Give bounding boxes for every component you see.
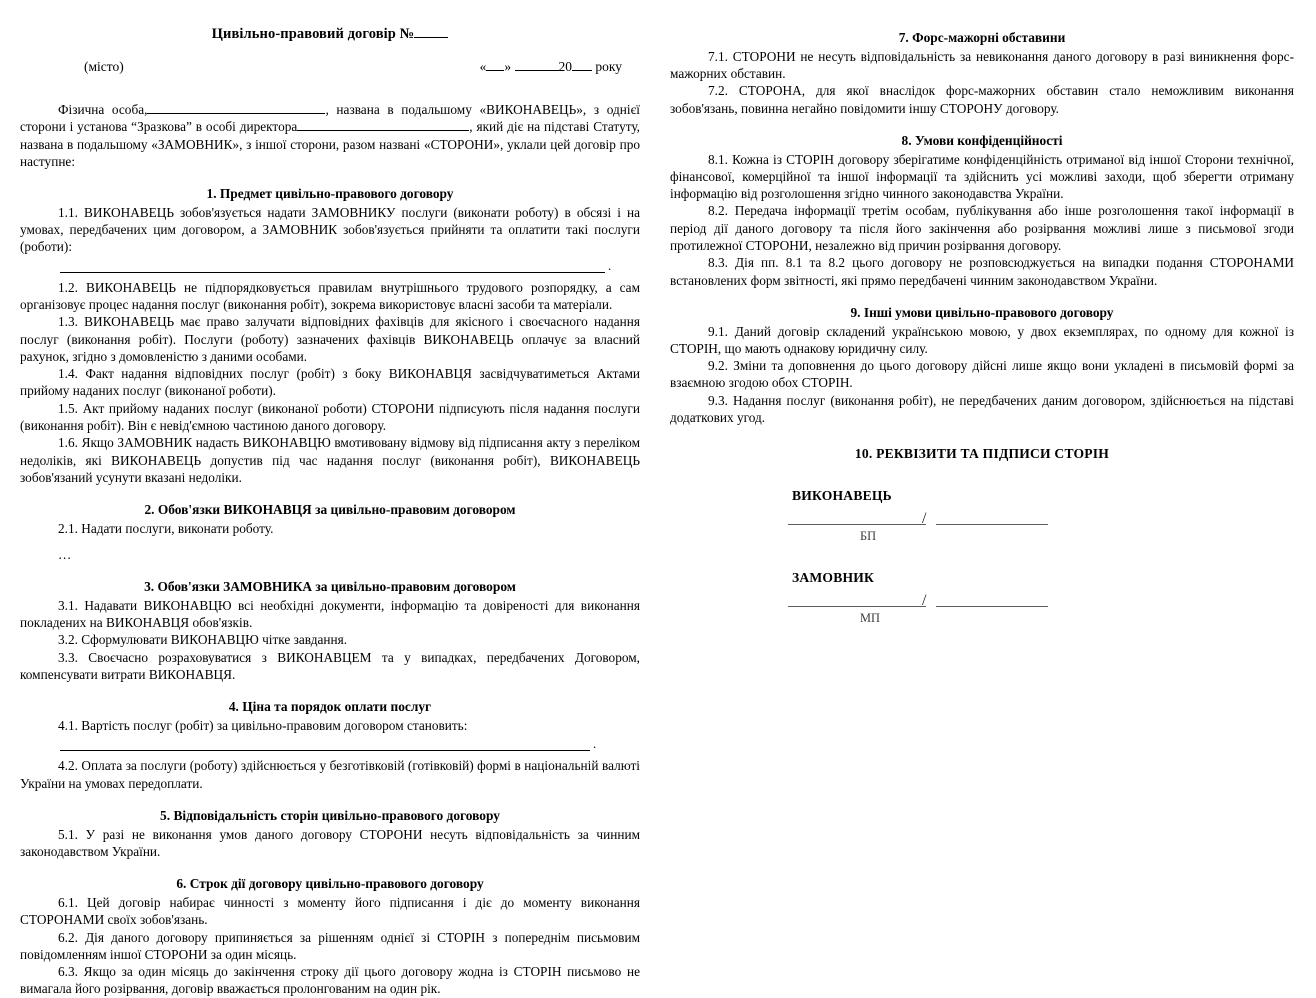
party-label-executor: ВИКОНАВЕЦЬ — [792, 488, 892, 504]
signature-party-customer — [788, 570, 1294, 626]
page-title — [20, 26, 640, 43]
party-label-customer: ЗАМОВНИК — [792, 570, 875, 586]
signature-line-name-executor[interactable] — [788, 524, 926, 525]
price-rule — [60, 750, 590, 751]
signature-party-executor — [788, 488, 1294, 544]
clause-1-6: 1.6. Якщо ЗАМОВНИК надасть ВИКОНАВЦЮ вмотивовану відмову від підписання акту з переліком недоліків, які ВИКОНАВЕЦЬ допустив під час надання послуг (виконання робіт), ВИКОНАВЕЦЬ зобов'язаний усунути вказані недоліки. — [20, 435, 640, 485]
section-heading-5: 5. Відповідальність сторін цивільно-правового договору — [160, 807, 500, 823]
section-heading-9: 9. Інші умови цивільно-правового договору — [850, 304, 1114, 320]
right-column — [658, 0, 1316, 626]
clause-4-2: 4.2. Оплата за послуги (роботу) здійснюється у безготівковій (готівковій) формі в національній валюті України на умовах передоплати. — [20, 758, 640, 791]
stamp-label-executor: БП — [860, 529, 877, 544]
section-heading-1: 1. Предмет цивільно-правового договору — [206, 186, 454, 202]
signature-line-sign-customer[interactable] — [936, 606, 1048, 607]
date-day-blank[interactable] — [486, 70, 504, 71]
clause-1-3: 1.3. ВИКОНАВЕЦЬ має право залучати відповідних фахівців для якісного і своєчасного надання послуг (виконання робіт). Послуги (роботу) зазначених фахівців ВИКОНАВЕЦЬ оплачує за власний рахунок, згідно з домовленістю з даними особами. — [20, 314, 640, 364]
signature-separator-executor: / — [922, 510, 927, 528]
clause-4-1: 4.1. Вартість послуг (робіт) за цивільно-правовим договором становить: — [58, 718, 468, 734]
date-year-prefix: 20 — [558, 59, 572, 74]
section-heading-6: 6. Строк дії договору цивільно-правового договору — [176, 876, 484, 892]
section-heading-2: 2. Обов'язки ВИКОНАВЦЯ за цивільно-правовим договором — [144, 502, 516, 518]
clause-9-1: 9.1. Даний договір складений українською мовою, у двох екземплярах, по одному для кожної із СТОРІН, що мають однакову юридичну силу. — [670, 323, 1294, 356]
intro-part-2: , названа в подальшому «ВИКОНАВЕЦЬ», з однієї сторони і установа “Зразкова” в особі директора — [20, 102, 640, 135]
contract-number-blank[interactable] — [414, 37, 448, 38]
clause-1-2: 1.2. ВИКОНАВЕЦЬ не підпорядковується правилам внутрішнього трудового розпорядку, а сам організовує процес надання послуг (виконання робіт), зокрема використовує власні засоби та матеріали. — [20, 279, 640, 312]
clause-9-3: 9.3. Надання послуг (виконання робіт), не передбачених даним договором, здійснюється на підставі додаткових угод. — [670, 392, 1294, 426]
intro-part-1: Фізична особа, — [58, 102, 148, 117]
price-period: . — [593, 736, 597, 752]
signature-line-sign-executor[interactable] — [936, 524, 1048, 525]
city-label: (місто) — [84, 59, 124, 74]
section-heading-7: 7. Форс-мажорні обставини — [898, 30, 1066, 45]
signature-block — [670, 488, 1294, 626]
services-fill-line[interactable] — [20, 259, 640, 278]
services-rule — [60, 272, 605, 273]
clause-9-2: 9.2. Зміни та доповнення до цього договору дійсні лише якщо вони укладені в письмовій формі за взаємною згодою обох СТОРІН. — [670, 358, 1294, 391]
date-suffix: року — [592, 59, 622, 74]
signature-line-name-customer[interactable] — [788, 606, 926, 607]
clause-3-2: 3.2. Сформулювати ВИКОНАВЦЮ чітке завдання. — [58, 632, 348, 648]
signature-lines-customer[interactable] — [788, 589, 1098, 609]
clause-7-1: 7.1. СТОРОНИ не несуть відповідальність за невиконання даного договору в разі виникнення форс-мажорних обставин. — [670, 48, 1294, 82]
section-heading-8: 8. Умови конфіденційності — [901, 132, 1063, 148]
clause-6-3: 6.3. Якщо за один місяць до закінчення строку дії цього договору жодна із СТОРІН письмово не вимагала його розірвання, договір вважається пролонгованим на один рік. — [20, 964, 640, 997]
clause-3-1: 3.1. Надавати ВИКОНАВЦЮ всі необхідні документи, інформацію та довіреності для виконання покладених на ВИКОНАВЦЯ обов'язків. — [20, 597, 640, 631]
stamp-label-customer: МП — [860, 611, 880, 626]
clause-6-2: 6.2. Дія даного договору припиняється за рішенням однієї зі СТОРІН з попереднім письмовим повідомленням іншої СТОРОНИ за один місяць. — [20, 929, 640, 962]
clause-1-5: 1.5. Акт прийому наданих послуг (виконаної роботи) СТОРОНИ підписують після надання послуги (виконання робіт). Він є невід'ємною частиною даного договору. — [20, 400, 640, 433]
clause-1-1: 1.1. ВИКОНАВЕЦЬ зобов'язується надати ЗАМОВНИКУ послуги (виконати роботу) в обсязі і на умовах, передбачених цим договором, а ЗАМОВНИК зобов'язується прийняти та оплатити такі послуги (роботи): — [20, 204, 640, 255]
services-period: . — [608, 257, 612, 273]
executor-name-blank[interactable] — [147, 113, 325, 114]
page-title-text: Цивільно-правовий договір № — [211, 26, 415, 42]
date-year-blank[interactable] — [572, 70, 592, 71]
date-quote-close: » — [504, 59, 515, 74]
clause-1-4: 1.4. Факт надання відповідних послуг (робіт) з боку ВИКОНАВЦЯ засвідчуватиметься Актами прийому наданих послуг (виконаної роботи). — [20, 366, 640, 399]
clause-5-1: 5.1. У разі не виконання умов даного договору СТОРОНИ несуть відповідальність за чинним законодавством України. — [20, 826, 640, 859]
intro-part-3: , який діє на підставі Статуту, названа в подальшому «ЗАМОВНИК», з іншої сторони, разом названі «СТОРОНИ», уклали цей договір про наступне: — [20, 119, 640, 169]
date-quote-open: « — [479, 59, 487, 74]
date-line — [480, 59, 622, 75]
signature-separator-customer: / — [922, 592, 927, 610]
section-heading-3: 3. Обов'язки ЗАМОВНИКА за цивільно-правовим договором — [144, 579, 516, 595]
date-month-blank[interactable] — [515, 70, 559, 71]
clause-8-2: 8.2. Передача інформації третім особам, публікування або інше розголошення такої інформації в період дії даного договору та після його закінчення або розірвання можливі лише з письмової згоди протилежної СТОРОНИ, незалежно від причин розірвання договору. — [670, 203, 1294, 254]
clause-2-ellipsis: … — [58, 547, 73, 563]
signature-lines-executor[interactable] — [788, 507, 1098, 527]
director-name-blank[interactable] — [297, 130, 469, 131]
clause-3-3: 3.3. Своєчасно розраховуватися з ВИКОНАВЦЕМ та у випадках, передбачених Договором, компенсувати витрати ВИКОНАВЦЯ. — [20, 649, 640, 682]
price-fill-line[interactable] — [20, 737, 640, 756]
clause-2-1: 2.1. Надати послуги, виконати роботу. — [58, 520, 274, 536]
clause-8-1: 8.1. Кожна із СТОРІН договору зберігатиме конфіденційність отриманої від іншої Сторони технічної, фінансової, комерційної та іншої інформації та здійснить усі можливі заходи, щоб зберегти отриману інформацію від розголошення згідно чинного законодавства України. — [670, 151, 1294, 202]
section-heading-4: 4. Ціна та порядок оплати послуг — [228, 699, 432, 715]
clause-6-1: 6.1. Цей договір набирає чинності з моменту його підписання і діє до моменту виконання СТОРОНАМИ своїх зобов'язань. — [20, 894, 640, 928]
section-heading-10: 10. РЕКВІЗИТИ ТА ПІДПИСИ СТОРІН — [854, 446, 1110, 462]
clause-8-3: 8.3. Дія пп. 8.1 та 8.2 цього договору не розповсюджується на випадки подання СТОРОНАМИ встановлених форм звітності, які прямо передбачені чинним законодавством України. — [670, 255, 1294, 288]
clause-7-2: 7.2. СТОРОНА, для якої внаслідок форс-мажорних обставин стало неможливим виконання зобов'язань, повинна негайно повідомити іншу СТОРОНУ договору. — [670, 83, 1294, 116]
header-meta-row — [20, 59, 640, 75]
intro-paragraph — [20, 101, 640, 170]
